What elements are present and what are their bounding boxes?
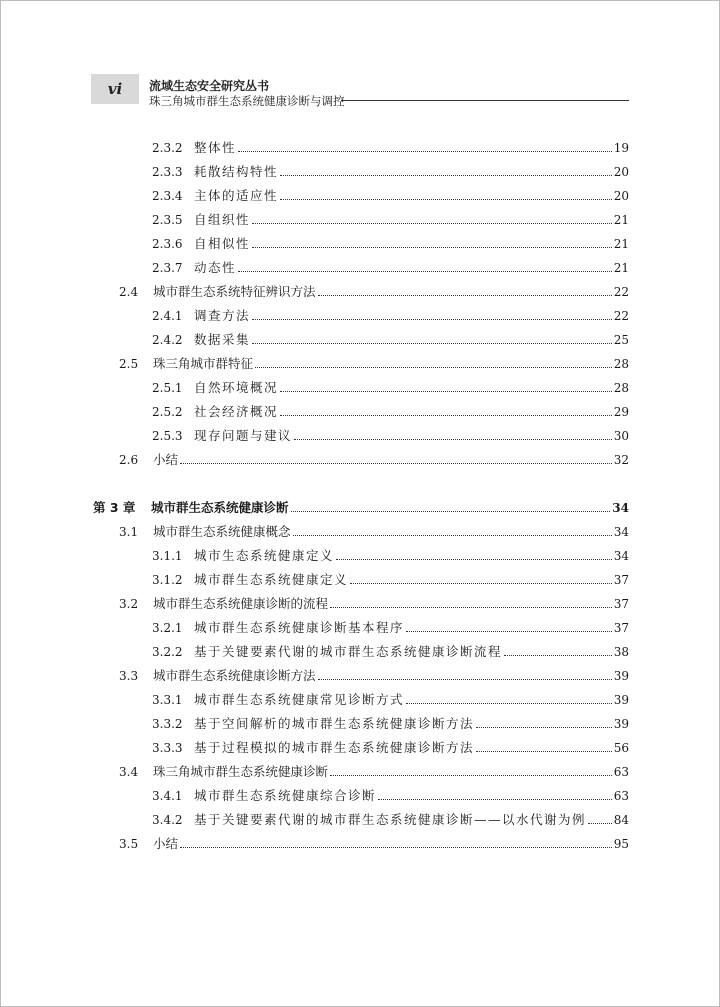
toc-subsection[interactable] bbox=[152, 180, 629, 204]
dot-leader bbox=[406, 702, 612, 704]
toc-title: 城市群生态系统健康诊断 bbox=[151, 500, 289, 515]
toc-page-number: 95 bbox=[613, 837, 629, 851]
toc-page-number: 20 bbox=[613, 189, 629, 203]
toc-subsection[interactable] bbox=[152, 156, 629, 180]
toc-page-number: 34 bbox=[613, 549, 629, 563]
toc-chapter[interactable] bbox=[93, 492, 629, 516]
toc-number: 3.3.3 bbox=[152, 741, 183, 755]
toc-page-number: 32 bbox=[613, 453, 629, 467]
toc-title: 基于过程模拟的城市群生态系统健康诊断方法 bbox=[194, 740, 475, 755]
toc-section[interactable] bbox=[119, 276, 629, 300]
toc-section[interactable] bbox=[119, 660, 629, 684]
toc-page-number: 29 bbox=[613, 405, 629, 419]
dot-leader bbox=[238, 150, 612, 152]
toc-number: 3.2 bbox=[119, 597, 139, 611]
toc-number: 3.4 bbox=[119, 765, 139, 779]
toc-page-number: 21 bbox=[613, 261, 629, 275]
toc-page-number: 28 bbox=[613, 381, 629, 395]
toc-page-number: 84 bbox=[613, 813, 629, 827]
toc-number: 3.4.1 bbox=[152, 789, 183, 803]
toc-subsection[interactable] bbox=[152, 684, 629, 708]
dot-leader bbox=[280, 390, 612, 392]
dot-leader bbox=[280, 198, 612, 200]
toc-title: 基于关键要素代谢的城市群生态系统健康诊断——以水代谢为例 bbox=[194, 812, 587, 827]
toc-title: 现存问题与建议 bbox=[194, 428, 293, 443]
toc-number: 2.5 bbox=[119, 357, 139, 371]
toc-number: 2.3.3 bbox=[152, 165, 183, 179]
toc-title: 调查方法 bbox=[194, 308, 251, 323]
toc-number: 2.3.2 bbox=[152, 141, 183, 155]
toc-subsection[interactable] bbox=[152, 204, 629, 228]
toc-section[interactable] bbox=[119, 828, 629, 852]
toc-number: 3.4.2 bbox=[152, 813, 183, 827]
toc-title: 城市群生态系统健康综合诊断 bbox=[194, 788, 377, 803]
toc-number: 2.3.7 bbox=[152, 261, 183, 275]
toc-section[interactable] bbox=[119, 516, 629, 540]
toc-title: 动态性 bbox=[194, 260, 237, 275]
dot-leader bbox=[291, 510, 611, 512]
toc-subsection[interactable] bbox=[152, 804, 629, 828]
dot-leader bbox=[180, 462, 612, 464]
dot-leader bbox=[280, 414, 612, 416]
toc-title: 珠三角城市群特征 bbox=[153, 356, 254, 371]
toc-page-number: 22 bbox=[613, 285, 629, 299]
toc-number: 第 3 章 bbox=[93, 500, 136, 515]
toc-section[interactable] bbox=[119, 444, 629, 468]
toc-subsection[interactable] bbox=[152, 252, 629, 276]
toc-title: 珠三角城市群生态系统健康诊断 bbox=[153, 764, 329, 779]
toc-page-number: 63 bbox=[613, 765, 629, 779]
toc-subsection[interactable] bbox=[152, 732, 629, 756]
toc-number: 2.3.6 bbox=[152, 237, 183, 251]
toc-page-number: 37 bbox=[613, 573, 629, 587]
toc-number: 2.3.4 bbox=[152, 189, 183, 203]
dot-leader bbox=[280, 174, 612, 176]
toc-page-number: 21 bbox=[613, 237, 629, 251]
toc-page-number: 37 bbox=[613, 597, 629, 611]
toc-page-number: 39 bbox=[613, 717, 629, 731]
dot-leader bbox=[252, 222, 612, 224]
toc-number: 2.5.1 bbox=[152, 381, 183, 395]
page-number: vi bbox=[91, 74, 139, 104]
dot-leader bbox=[378, 798, 612, 800]
toc-title: 自组织性 bbox=[194, 212, 251, 227]
dot-leader bbox=[588, 822, 612, 824]
toc-subsection[interactable] bbox=[152, 228, 629, 252]
header-rule bbox=[341, 100, 629, 101]
toc-page-number: 63 bbox=[613, 789, 629, 803]
toc-number: 2.4.1 bbox=[152, 309, 183, 323]
toc-number: 3.1.2 bbox=[152, 573, 183, 587]
toc-number: 3.5 bbox=[119, 837, 139, 851]
toc-subsection[interactable] bbox=[152, 300, 629, 324]
dot-leader bbox=[255, 366, 612, 368]
toc-page-number: 25 bbox=[613, 333, 629, 347]
toc-page-number: 21 bbox=[613, 213, 629, 227]
toc-page-number: 34 bbox=[613, 525, 629, 539]
toc-page-number: 28 bbox=[613, 357, 629, 371]
dot-leader bbox=[336, 558, 612, 560]
toc-page-number: 39 bbox=[613, 669, 629, 683]
toc-title: 自然环境概况 bbox=[194, 380, 279, 395]
toc-subsection[interactable] bbox=[152, 636, 629, 660]
dot-leader bbox=[252, 342, 612, 344]
dot-leader bbox=[318, 678, 612, 680]
toc-title: 主体的适应性 bbox=[194, 188, 279, 203]
toc-page-number: 22 bbox=[613, 309, 629, 323]
toc-page-number: 34 bbox=[612, 501, 629, 515]
dot-leader bbox=[406, 630, 612, 632]
toc-subsection[interactable] bbox=[152, 564, 629, 588]
series-title: 流域生态安全研究丛书 bbox=[149, 79, 270, 93]
toc-number: 2.3.5 bbox=[152, 213, 183, 227]
toc-title: 城市群生态系统健康常见诊断方式 bbox=[194, 692, 405, 707]
toc-subsection[interactable] bbox=[152, 132, 629, 156]
toc-number: 3.1 bbox=[119, 525, 139, 539]
toc-title: 小结 bbox=[153, 836, 179, 851]
toc-number: 3.3.2 bbox=[152, 717, 183, 731]
toc-page-number: 20 bbox=[613, 165, 629, 179]
dot-leader bbox=[330, 606, 612, 608]
toc-subsection[interactable] bbox=[152, 612, 629, 636]
toc-title: 基于关键要素代谢的城市群生态系统健康诊断流程 bbox=[194, 644, 503, 659]
toc-subsection[interactable] bbox=[152, 372, 629, 396]
dot-leader bbox=[330, 774, 612, 776]
toc-subsection[interactable] bbox=[152, 396, 629, 420]
book-title: 珠三角城市群生态系统健康诊断与调控 bbox=[149, 94, 345, 108]
toc-subsection[interactable] bbox=[152, 540, 629, 564]
toc-number: 3.2.1 bbox=[152, 621, 183, 635]
dot-leader bbox=[252, 318, 612, 320]
toc-subsection[interactable] bbox=[152, 780, 629, 804]
toc-title: 城市群生态系统特征辨识方法 bbox=[153, 284, 316, 299]
toc-number: 2.4.2 bbox=[152, 333, 183, 347]
toc-number: 2.4 bbox=[119, 285, 139, 299]
toc-page-number: 30 bbox=[613, 429, 629, 443]
dot-leader bbox=[180, 846, 612, 848]
dot-leader bbox=[238, 270, 612, 272]
toc-number: 2.5.3 bbox=[152, 429, 183, 443]
toc-number: 3.3.1 bbox=[152, 693, 183, 707]
toc-title: 自相似性 bbox=[194, 236, 251, 251]
toc-page-number: 19 bbox=[613, 141, 629, 155]
toc-subsection[interactable] bbox=[152, 420, 629, 444]
toc-page-number: 37 bbox=[613, 621, 629, 635]
toc-number: 3.3 bbox=[119, 669, 139, 683]
toc-title: 社会经济概况 bbox=[194, 404, 279, 419]
toc-title: 城市群生态系统健康诊断基本程序 bbox=[194, 620, 405, 635]
toc-section[interactable] bbox=[119, 756, 629, 780]
dot-leader bbox=[318, 294, 612, 296]
toc-title: 基于空间解析的城市群生态系统健康诊断方法 bbox=[194, 716, 475, 731]
toc-title: 城市群生态系统健康概念 bbox=[153, 524, 291, 539]
toc-title: 整体性 bbox=[194, 140, 237, 155]
toc-page-number: 56 bbox=[613, 741, 629, 755]
dot-leader bbox=[476, 750, 612, 752]
dot-leader bbox=[293, 534, 612, 536]
toc-page-number: 39 bbox=[613, 693, 629, 707]
dot-leader bbox=[252, 246, 612, 248]
dot-leader bbox=[504, 654, 612, 656]
toc-number: 2.6 bbox=[119, 453, 139, 467]
dot-leader bbox=[350, 582, 612, 584]
toc-title: 数据采集 bbox=[194, 332, 251, 347]
toc-title: 城市群生态系统健康定义 bbox=[194, 572, 349, 587]
toc-number: 3.2.2 bbox=[152, 645, 183, 659]
dot-leader bbox=[476, 726, 612, 728]
toc-title: 城市生态系统健康定义 bbox=[194, 548, 335, 563]
toc-subsection[interactable] bbox=[152, 708, 629, 732]
toc-number: 3.1.1 bbox=[152, 549, 183, 563]
toc-title: 城市群生态系统健康诊断方法 bbox=[153, 668, 316, 683]
dot-leader bbox=[294, 438, 612, 440]
toc-section[interactable] bbox=[119, 588, 629, 612]
toc-page-number: 38 bbox=[613, 645, 629, 659]
toc-subsection[interactable] bbox=[152, 324, 629, 348]
toc-title: 小结 bbox=[153, 452, 179, 467]
toc-section[interactable] bbox=[119, 348, 629, 372]
toc-title: 耗散结构特性 bbox=[194, 164, 279, 179]
toc-title: 城市群生态系统健康诊断的流程 bbox=[153, 596, 329, 611]
toc-number: 2.5.2 bbox=[152, 405, 183, 419]
